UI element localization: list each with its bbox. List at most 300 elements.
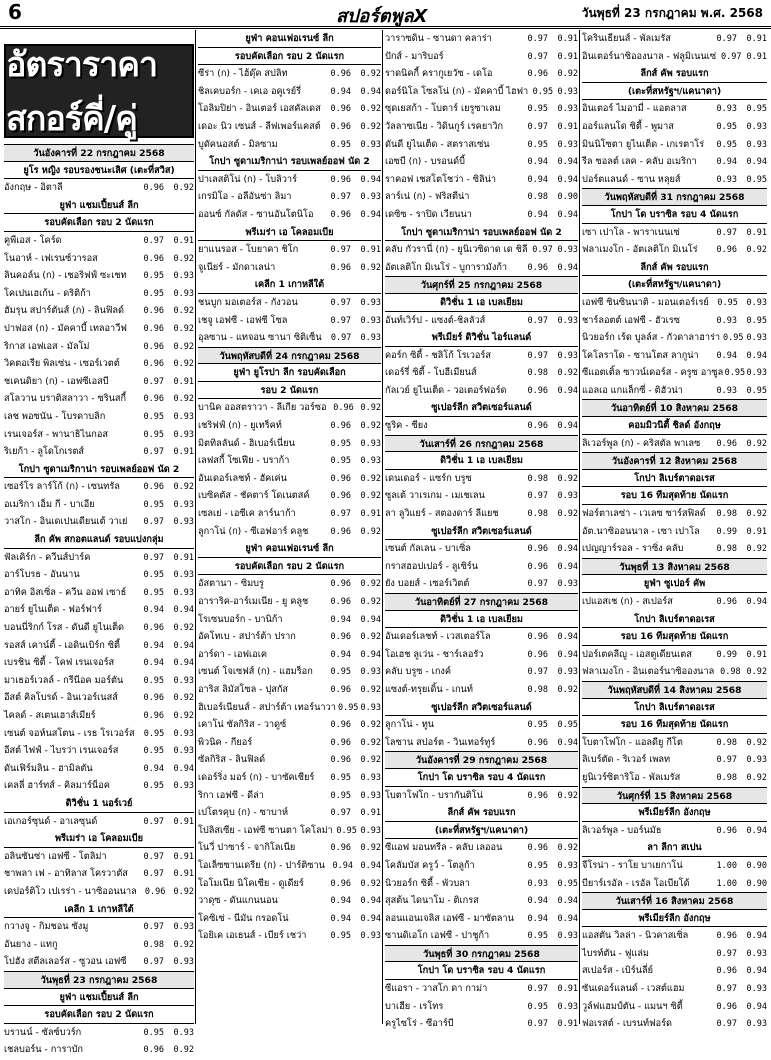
even-price: 0.92 — [746, 772, 767, 783]
match-row — [582, 382, 767, 400]
odd-price: 0.96 — [527, 385, 548, 396]
match-row — [4, 320, 194, 338]
even-price: 0.94 — [557, 421, 578, 432]
odd-price: 0.96 — [330, 104, 351, 115]
odd-price: 0.94 — [527, 174, 548, 185]
even-price: 0.93 — [360, 333, 381, 344]
even-price: 0.91 — [173, 552, 194, 563]
match-row — [385, 663, 578, 681]
match-teams: ซานดิเอโก เอฟซี - ปาชูก้า — [385, 930, 490, 942]
odd-price: 0.97 — [721, 51, 742, 62]
match-row — [4, 179, 194, 197]
match-row — [385, 417, 578, 435]
odd-price: 0.95 — [330, 438, 351, 449]
match-teams: ดันดี ยูไนเต็ด - สตราสเซ่น — [385, 138, 490, 150]
odd-price: 0.94 — [143, 605, 164, 616]
match-row — [385, 206, 578, 224]
match-row — [198, 857, 381, 875]
column-4 — [582, 30, 767, 1030]
match-teams: ซุดเยสก้า - โบตาร์ เยรูซาเลม — [385, 103, 501, 115]
even-price: 0.94 — [746, 157, 767, 168]
league-header: โกปา ลิเบร์ตาดอเรส — [582, 699, 767, 717]
match-row — [582, 646, 767, 664]
even-price: 0.91 — [173, 869, 194, 880]
even-price: 0.93 — [746, 948, 767, 959]
match-teams: เลฟสกี้ โซเฟีย - บราก้า — [198, 455, 290, 467]
league-header: รอบคัดเลือก รอบ 2 นัดแรก — [4, 1006, 194, 1024]
match-row — [385, 48, 578, 66]
even-price: 0.92 — [360, 69, 381, 80]
match-teams: บาเฮีย - เรโทร — [385, 1000, 444, 1012]
even-price: 0.92 — [173, 939, 194, 950]
odd-price: 0.95 — [723, 333, 744, 344]
match-teams: บรานน์ - ซัลซ์บวร์ก — [4, 1026, 82, 1038]
odd-price: 0.94 — [716, 157, 737, 168]
match-row — [198, 294, 381, 312]
odd-price: 0.94 — [527, 157, 548, 168]
match-row — [582, 769, 767, 787]
league-header: คอมมิวนิตี้ ชิลด์ อังกฤษ — [582, 417, 767, 435]
odd-price: 0.96 — [330, 69, 351, 80]
match-teams: เปโตรคุบ (ก) - ซาบาห์ — [198, 807, 289, 819]
match-teams: คูพีเอส - โคร์ด — [4, 234, 62, 246]
even-price: 0.93 — [746, 984, 767, 995]
even-price: 0.93 — [173, 957, 194, 968]
odd-price: 0.99 — [716, 526, 737, 537]
match-row — [385, 364, 578, 382]
even-price: 0.92 — [360, 262, 381, 273]
match-row — [4, 390, 194, 408]
match-row — [4, 813, 194, 831]
odd-price: 0.97 — [143, 922, 164, 933]
even-price: 0.93 — [173, 1027, 194, 1038]
odd-price: 0.96 — [527, 544, 548, 555]
even-price: 0.92 — [360, 597, 381, 607]
even-price: 0.91 — [746, 649, 767, 660]
odd-price: 0.96 — [143, 1045, 164, 1056]
league-header: (เตะที่สหรัฐฯ/แคนาดา) — [385, 822, 578, 840]
odd-price: 0.97 — [143, 552, 164, 563]
odd-price: 0.98 — [527, 368, 548, 379]
match-teams: อินเตอร์ ไมอามี่ - แอตลาส — [582, 103, 687, 115]
odd-price: 0.96 — [143, 711, 164, 721]
even-price: 0.92 — [173, 394, 194, 405]
even-price: 0.91 — [173, 376, 194, 387]
odd-price: 0.94 — [527, 209, 548, 220]
odd-price: 0.96 — [143, 359, 164, 370]
column-divider — [579, 30, 580, 1024]
even-price: 0.92 — [360, 755, 381, 766]
even-price: 0.92 — [746, 737, 767, 748]
match-row — [4, 953, 194, 971]
odd-price: 0.95 — [143, 746, 164, 757]
even-price: 0.91 — [746, 51, 767, 62]
even-price: 0.93 — [746, 121, 767, 132]
match-teams: ไคลด์ - สเตนเฮาส์เมียร์ — [4, 710, 96, 721]
even-price: 0.93 — [360, 139, 381, 150]
match-row — [385, 875, 578, 893]
league-header: เคลีก 1 เกาหลีใต้ — [198, 276, 381, 294]
match-teams: เซอร์โร ลาร์โก้ (ก) - เซนทรัล — [4, 481, 120, 493]
match-teams: วาสโก - อินเดเปนเดียนเต้ วาเย่ — [4, 516, 128, 528]
odd-price: 0.97 — [527, 34, 548, 44]
match-teams: ยูนิเวร์ซิตาริโอ - พัลเมรัส — [582, 771, 681, 783]
match-teams: พิวนิค - กียอร์ — [198, 736, 253, 748]
odd-price: 0.97 — [716, 227, 737, 238]
column-1 — [4, 30, 194, 1056]
match-teams: ปอร์ตแลนด์ - ซาน หลุยส์ — [582, 173, 681, 185]
odd-price: 0.95 — [143, 429, 164, 440]
league-header: พรีเมร่า เอ โคลอมเบีย — [4, 830, 194, 848]
odd-price: 0.96 — [716, 245, 737, 256]
odd-price: 0.96 — [527, 737, 548, 748]
match-row — [198, 435, 381, 453]
match-row — [4, 478, 194, 496]
even-price: 0.92 — [557, 368, 578, 379]
league-header: โกปา โด บราซิล รอบ 4 นัดแรก — [385, 962, 578, 980]
odd-price: 0.97 — [532, 245, 553, 256]
odd-price: 0.96 — [330, 579, 351, 590]
match-row — [385, 857, 578, 875]
even-price: 0.93 — [360, 438, 381, 449]
odd-price: 1.00 — [716, 860, 737, 871]
league-header: รอบคัดเลือก รอบ 2 นัดแรก — [198, 48, 381, 66]
match-teams: ราคอฟ เชสโตโชว่า - ซิลิน่า — [385, 173, 497, 185]
match-row — [582, 751, 767, 769]
match-row — [198, 171, 381, 189]
even-price: 0.94 — [746, 597, 767, 607]
odd-price: 0.96 — [330, 209, 351, 220]
even-price: 0.92 — [746, 245, 767, 256]
column-2 — [198, 30, 381, 1024]
date-header: วันอังคารที่ 22 กรกฎาคม 2568 — [4, 144, 194, 162]
even-price: 0.92 — [173, 306, 194, 317]
match-teams: ปาฟอส (ก) - มัคคาบี้ เทลอาวีฟ — [4, 322, 127, 334]
match-row — [582, 153, 767, 171]
even-price: 0.92 — [173, 341, 194, 352]
match-teams: อีสต์ ไฟฟ์ - ไบรว่า เรนเจอร์ส — [4, 745, 119, 757]
match-row — [198, 628, 381, 646]
even-price: 0.93 — [173, 517, 194, 528]
match-teams: โคซิเซ่ - นีมัน กรอดโน่ — [198, 912, 289, 924]
date-header: วันพฤหัสบดีที่ 24 กรกฎาคม 2568 — [198, 347, 381, 365]
match-row — [4, 936, 194, 954]
column-3 — [385, 30, 578, 1030]
date-header: วันอาทิตย์ที่ 10 สิงหาคม 2568 — [582, 399, 767, 417]
match-row — [198, 875, 381, 893]
even-price: 0.91 — [557, 984, 578, 995]
date-header: วันอาทิตย์ที่ 27 กรกฎาคม 2568 — [385, 593, 578, 611]
match-teams: อาราริค-อาร์เมเนีย - ยู คลูช — [198, 596, 309, 607]
odd-price: 0.97 — [527, 315, 548, 326]
even-price: 0.91 — [360, 245, 381, 256]
odd-price: 0.95 — [330, 667, 351, 678]
even-price: 0.92 — [557, 790, 578, 801]
match-row — [385, 910, 578, 928]
match-row — [582, 822, 767, 840]
odd-price: 0.96 — [330, 473, 351, 484]
odd-price: 0.97 — [716, 984, 737, 995]
match-row — [385, 65, 578, 83]
match-teams: ชาพลา เฟ - อาทิลาส โครวาตัส — [4, 868, 128, 880]
match-row — [4, 566, 194, 584]
match-teams: วาราซดิน - ซานดา คลาร่า — [385, 33, 492, 44]
league-header: ลีกส์ คัพ รอบแรก — [582, 259, 767, 277]
match-teams: อาร์โบรธ - อันนาน — [4, 569, 80, 581]
match-teams: ฟอเรสต์ - เบรนท์ฟอร์ด — [582, 1018, 672, 1030]
even-price: 0.95 — [746, 385, 767, 396]
match-row — [4, 601, 194, 619]
even-price: 0.92 — [360, 684, 381, 695]
even-price: 0.94 — [360, 913, 381, 924]
match-row — [4, 1024, 194, 1042]
match-teams: ชเคนดิยา (ก) - เอฟซีเอสบี — [4, 375, 109, 387]
match-teams: วิคตอเรีย พิลเซ่น - เซอร์เวตต์ — [4, 358, 120, 370]
match-teams: ลูกาโน่ - ทูน — [385, 719, 435, 731]
match-row — [4, 689, 194, 707]
odd-price: 0.96 — [527, 561, 548, 572]
match-teams: ลิเวอร์พูล - บอร์นมัธ — [582, 824, 662, 836]
match-teams: ลินคอล์น (ก) - เชอริฟฟ์ ซะเชท — [4, 270, 127, 282]
even-price: 0.92 — [557, 843, 578, 854]
odd-price: 0.97 — [143, 816, 164, 827]
match-row — [582, 435, 767, 453]
match-row — [385, 347, 578, 365]
even-price: 0.92 — [746, 438, 767, 449]
league-header: ดิวิชั่น 1 นอร์เวย์ — [4, 795, 194, 813]
odd-price: 0.98 — [716, 737, 737, 748]
match-teams: ซันเดอร์แลนด์ - เวสต์แฮม — [582, 983, 685, 995]
league-header: ยูฟ่า คอนเฟอเรนซ์ ลีก — [198, 540, 381, 558]
odd-price: 0.96 — [330, 720, 351, 731]
match-row — [385, 241, 578, 259]
even-price: 0.92 — [360, 421, 381, 432]
match-teams: เดปอร์ติโว เปเรร่า - นาซิออนนาล — [4, 885, 137, 897]
odd-price: 0.96 — [330, 491, 351, 502]
even-price: 0.94 — [746, 931, 767, 942]
match-teams: เบรชิน ซิตี้ - โคฟ เรนเจอร์ส — [4, 657, 115, 669]
match-row — [385, 558, 578, 576]
date-header: วันพุธที่ 13 สิงหาคม 2568 — [582, 558, 767, 576]
match-teams: นิวยอร์ก เร้ด บูลล์ส - กัวดาลาฮาร่า — [582, 332, 721, 344]
match-row — [4, 285, 194, 303]
even-price: 0.91 — [746, 526, 767, 537]
match-teams: ซัลกิริส - ลินฟิลด์ — [198, 754, 266, 766]
match-teams: โนอาห์ - เฟเรนซ์วารอส — [4, 252, 98, 264]
league-header: ยูโร หญิง รอบรองชนะเลิศ (เตะที่สวิส) — [4, 162, 194, 180]
match-row — [198, 681, 381, 699]
odd-price: 0.95 — [527, 860, 548, 871]
match-row — [198, 804, 381, 822]
match-teams: อเมริกา เอ็ม กี - บาเอีย — [4, 498, 95, 510]
match-row — [4, 918, 194, 936]
odd-price: 0.94 — [716, 350, 737, 361]
odd-price: 0.95 — [143, 675, 164, 686]
match-row — [4, 549, 194, 567]
even-price: 0.93 — [360, 192, 381, 203]
even-price: 0.91 — [360, 509, 381, 520]
match-row — [385, 118, 578, 136]
league-header: ยูฟ่า ซูเปอร์ คัพ — [582, 575, 767, 593]
odd-price: 0.96 — [330, 121, 351, 132]
match-row — [198, 839, 381, 857]
odd-price: 0.96 — [330, 597, 351, 607]
even-price: 0.93 — [557, 245, 578, 256]
date-header: วันเสาร์ที่ 16 สิงหาคม 2568 — [582, 892, 767, 910]
odd-price: 0.96 — [143, 623, 164, 634]
match-row — [385, 83, 578, 101]
match-teams: เอเกอร์ซุนด์ - อาเลซุนด์ — [4, 815, 98, 827]
league-header: ยูฟ่า แชมเปี้ยนส์ ลีก — [4, 197, 194, 215]
match-row — [4, 426, 194, 444]
even-price: 0.92 — [746, 509, 767, 520]
odd-price: 0.95 — [143, 271, 164, 282]
even-price: 0.93 — [557, 86, 578, 97]
match-row — [582, 30, 767, 48]
match-teams: เดอะ นิว เซนส์ - ลีฟเพอร์แคสต์ — [198, 120, 321, 132]
odd-price: 0.97 — [143, 957, 164, 968]
odd-price: 0.94 — [330, 614, 351, 625]
odd-price: 0.94 — [143, 763, 164, 774]
even-price: 0.92 — [746, 544, 767, 555]
even-price: 0.93 — [557, 104, 578, 115]
odd-price: 0.95 — [716, 121, 737, 132]
league-header: โกปา ซูดาเมริกาน่า รอบเพลย์ออฟ นัด 2 — [385, 224, 578, 242]
match-row — [198, 118, 381, 136]
odd-price: 0.95 — [143, 499, 164, 510]
even-price: 0.91 — [746, 34, 767, 44]
match-row — [198, 593, 381, 611]
match-row — [582, 523, 767, 541]
even-price: 0.91 — [360, 808, 381, 819]
odd-price: 0.93 — [527, 878, 548, 889]
match-teams: ลิเบร์ตัด - ริเวอร์ เพลท — [582, 754, 671, 766]
odd-price: 0.94 — [330, 896, 351, 907]
page-banner — [4, 44, 194, 138]
match-teams: เซา เปาโล - พาราเนนเซ่ — [582, 226, 680, 238]
match-teams: ลาร์เน่ (ก) - ฟริสตีน่า — [385, 191, 470, 203]
match-teams: ฮัมรุน สปาร์ตันส์ (ก) - ลินฟิลด์ — [4, 305, 125, 317]
match-row — [198, 417, 381, 435]
odd-price: 0.97 — [716, 34, 737, 44]
even-price: 0.93 — [360, 297, 381, 308]
even-price: 0.93 — [360, 667, 381, 678]
match-row — [4, 865, 194, 883]
match-teams: เซนต์ จอห์นสโตน - เรธ โรเวอร์ส — [4, 727, 135, 739]
even-price: 0.91 — [173, 235, 194, 246]
match-row — [4, 232, 194, 250]
even-price: 0.93 — [557, 860, 578, 871]
odd-price: 0.96 — [330, 755, 351, 766]
odd-price: 0.95 — [143, 288, 164, 299]
match-teams: ครูไซโร่ - ซีอาร์บี — [385, 1018, 454, 1030]
even-price: 0.95 — [557, 878, 578, 889]
league-header: รอบ 16 ทีมสุดท้าย นัดแรก — [582, 487, 767, 505]
match-row — [582, 118, 767, 136]
match-teams: อันเดอร์เลชท์ - ฮัคเค่น — [198, 472, 287, 484]
match-teams: โปลิสเซีย - เอฟซี ซานตา โคโลม่า — [198, 824, 333, 836]
odd-price: 0.95 — [330, 790, 351, 801]
match-row — [582, 663, 767, 681]
match-teams: บียาร์เรอัล - เรอัล โอเบียโด้ — [582, 877, 690, 889]
league-header: โกปา ซูดาเมริกาน่า รอบเพลย์ออฟ นัด 2 — [4, 461, 194, 479]
league-header: ดิวิชั่น 1 เอ เบลเยียม — [385, 294, 578, 312]
match-row — [4, 672, 194, 690]
even-price: 0.94 — [557, 174, 578, 185]
match-row — [385, 540, 578, 558]
match-row — [198, 206, 381, 224]
even-price: 0.92 — [360, 878, 381, 889]
league-header: พรีเมียร์ ดิวิชั่น ไอร์แลนด์ — [385, 329, 578, 347]
match-teams: ฟลาเมงโก - อินเตอร์นาซิอองนาล — [582, 666, 715, 678]
league-header: รอบคัดเลือก รอบ 2 นัดแรก — [198, 558, 381, 576]
odd-price: 0.96 — [330, 843, 351, 854]
match-teams: ชาร์ลอตต์ เอฟซี - ฮัวเรซ — [582, 314, 680, 326]
even-price: 0.92 — [173, 183, 194, 194]
match-teams: เบซิคตัส - ชัคตาร์ โดเนตสค์ — [198, 490, 310, 502]
match-teams: ออนซ์ กัลดัส - ซานอันโตนิโอ — [198, 208, 314, 220]
match-teams: ริกา เอฟซี - ดีล่า — [198, 789, 264, 801]
even-price: 0.94 — [746, 966, 767, 977]
match-row — [4, 883, 194, 901]
match-teams: ยัง บอยส์ - เซอร์เวิตต์ — [385, 578, 470, 590]
even-price: 0.92 — [173, 711, 194, 721]
odd-price: 0.93 — [716, 315, 737, 326]
match-teams: โคโลราโด - ซานโตส ลากูน่า — [582, 349, 699, 361]
match-row — [582, 1015, 767, 1033]
odd-price: 0.93 — [716, 385, 737, 396]
odd-price: 0.95 — [143, 1027, 164, 1038]
even-price: 0.92 — [360, 121, 381, 132]
match-teams: เซลเย่ - เอซีเค ลาร์นาก้า — [198, 508, 296, 520]
even-price: 0.93 — [360, 456, 381, 467]
match-row — [198, 927, 381, 945]
odd-price: 0.97 — [330, 297, 351, 308]
even-price: 0.93 — [173, 746, 194, 757]
match-teams: บานิค ออสตราวา - ลีเกีย วอร์ซอ — [198, 402, 327, 414]
odd-price: 0.97 — [143, 235, 164, 246]
even-price: 0.94 — [173, 640, 194, 651]
even-price: 0.92 — [360, 491, 381, 502]
even-price: 0.94 — [557, 561, 578, 572]
match-row — [198, 188, 381, 206]
odd-price: 0.96 — [716, 825, 737, 836]
match-teams: อัต.นาซิออนนาล - เซา เปาโล — [582, 525, 700, 537]
odd-price: 0.97 — [527, 579, 548, 590]
even-price: 0.94 — [557, 544, 578, 555]
even-price: 0.93 — [746, 139, 767, 150]
date-header: วันพุธที่ 23 กรกฎาคม 2568 — [4, 971, 194, 989]
match-row — [4, 373, 194, 391]
match-teams: อายร์ ยูไนเต็ด - ฟอร์ฟาร์ — [4, 604, 102, 616]
match-teams: กัลเวย์ ยูไนเต็ด - วอเตอร์ฟอร์ด — [385, 384, 507, 396]
match-row — [4, 654, 194, 672]
odd-price: 0.96 — [716, 597, 737, 607]
league-header: โกปา ลิเบร์ตาดอเรส — [582, 611, 767, 629]
even-price: 0.93 — [173, 411, 194, 422]
match-row — [385, 646, 578, 664]
odd-price: 0.97 — [527, 51, 548, 62]
match-teams: เชจู เอฟซี - เอฟซี โซล — [198, 314, 288, 326]
match-teams: จีโรน่า - ราโย บาเยกาโน่ — [582, 859, 683, 871]
date-header: วันอังคารที่ 29 กรกฎาคม 2568 — [385, 751, 578, 769]
even-price: 0.92 — [557, 684, 578, 695]
match-row — [385, 927, 578, 945]
even-price: 0.93 — [557, 1001, 578, 1012]
match-row — [385, 470, 578, 488]
league-header: โกปา ลิเบร์ตาดอเรส — [582, 470, 767, 488]
odd-price: 0.98 — [716, 772, 737, 783]
